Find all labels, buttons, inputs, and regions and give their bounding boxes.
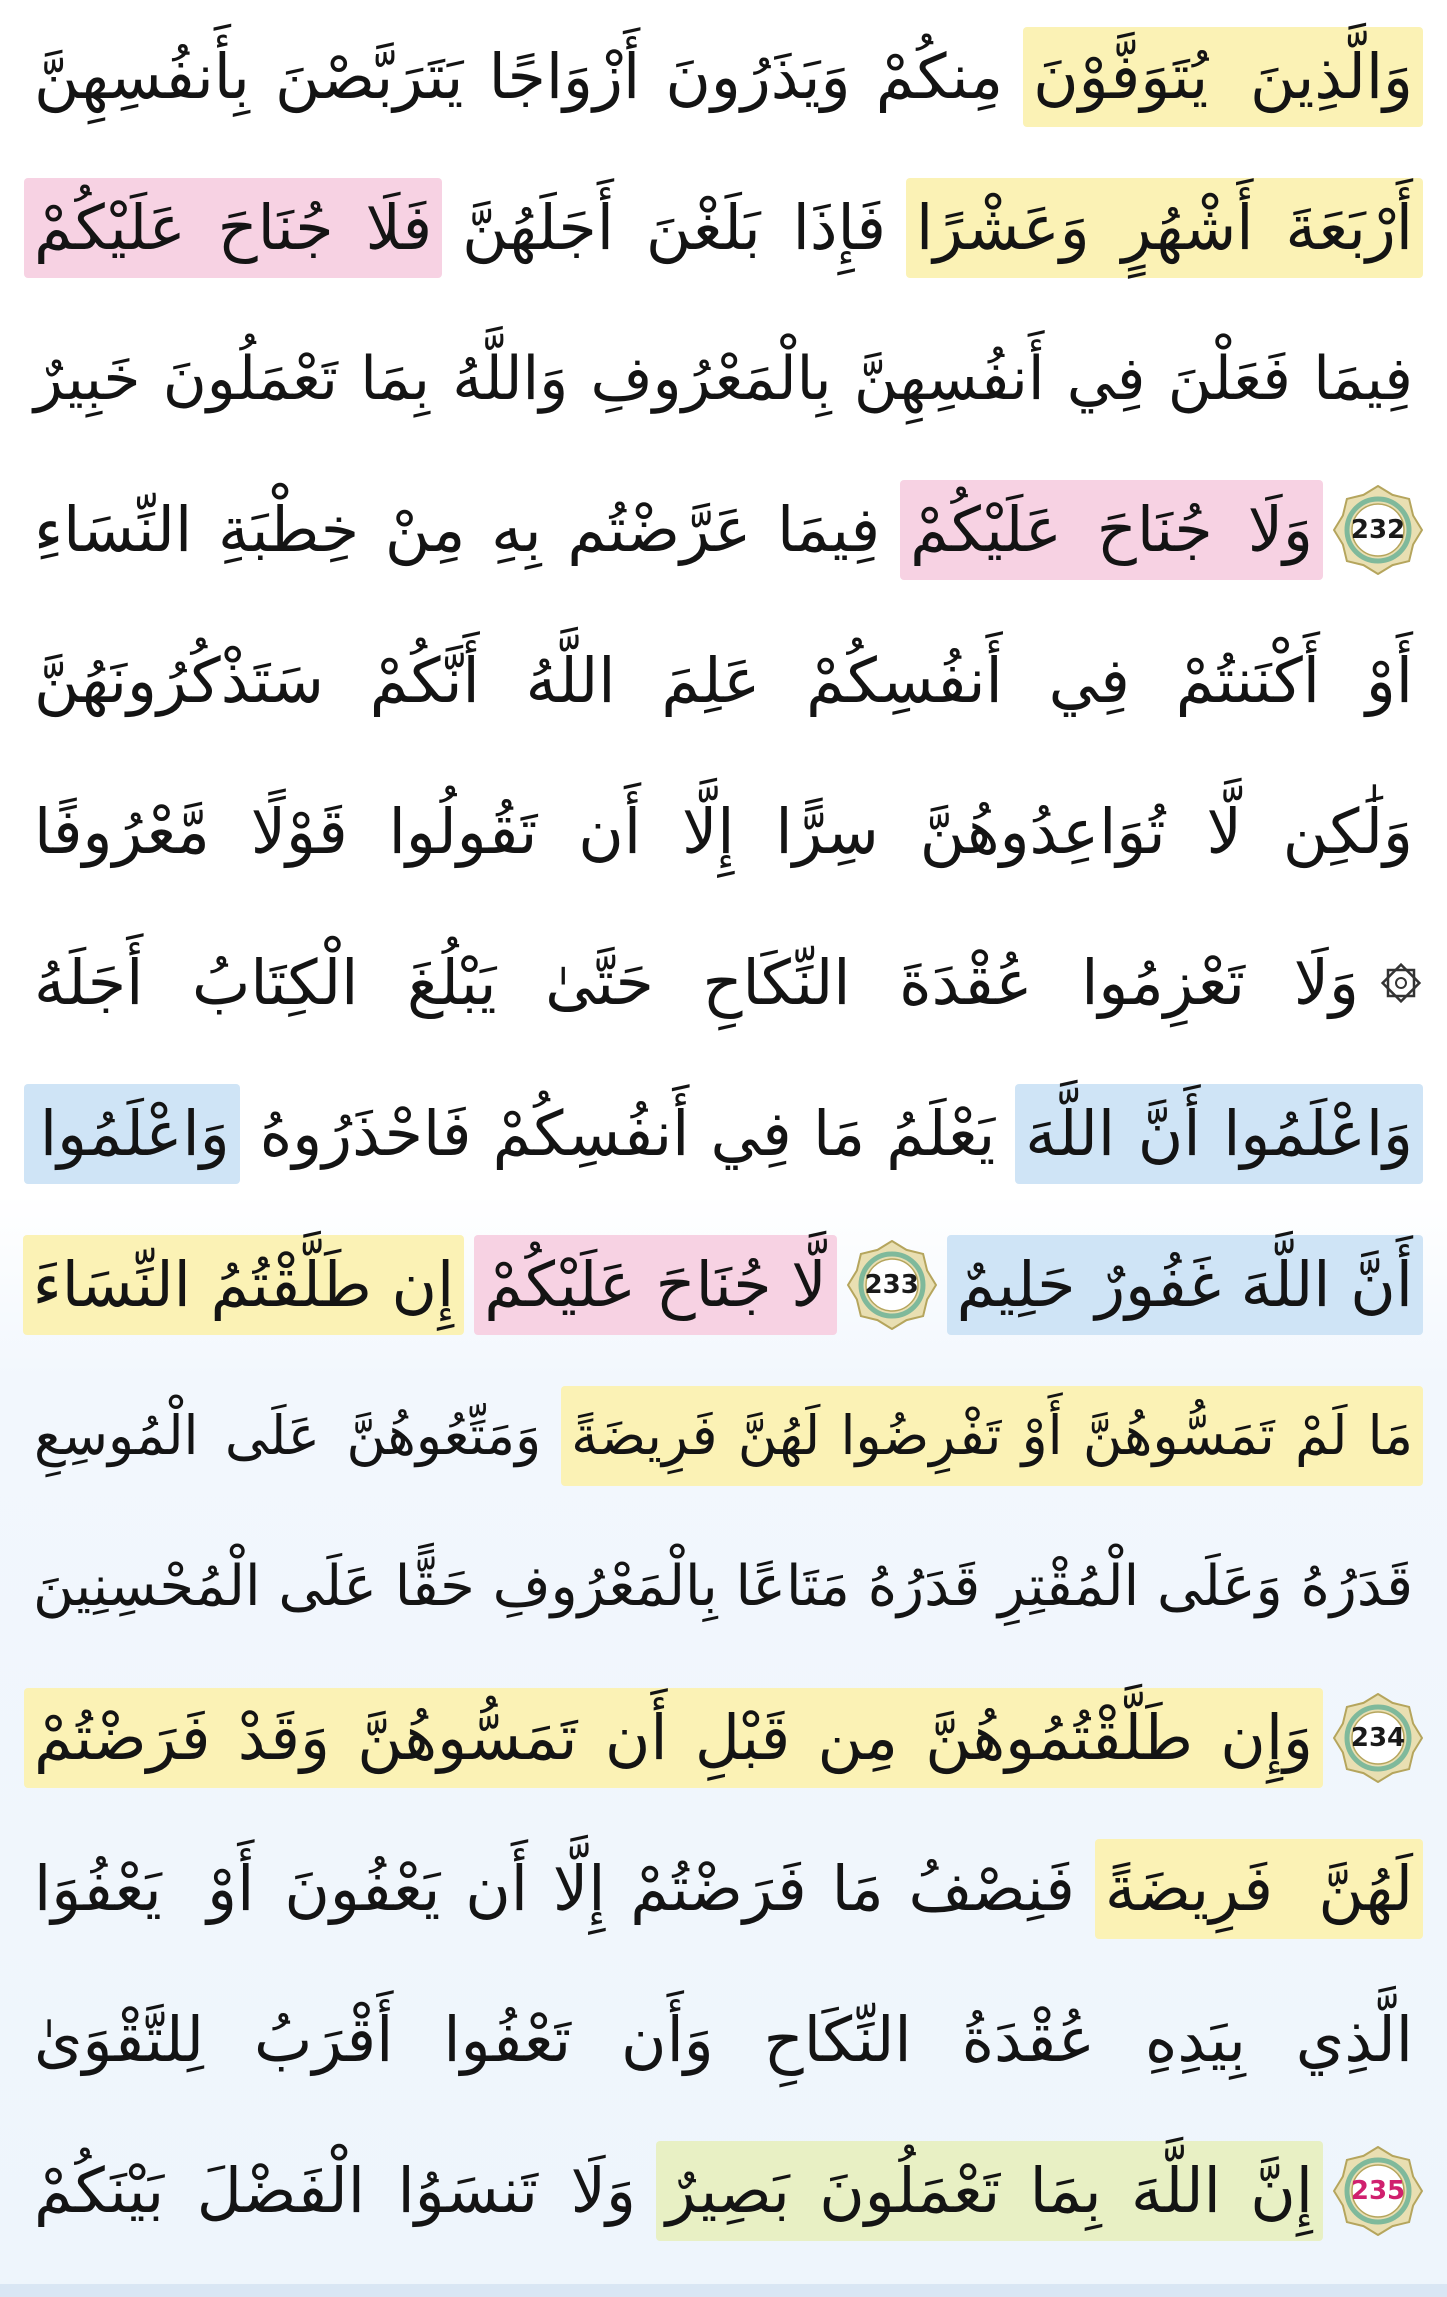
verse-text[interactable]: فَنِصْفُ مَا فَرَضْتُمْ إِلَّا أَن يَعْفُونَ	[284, 1852, 1075, 1925]
ayah-end-marker[interactable]	[1333, 485, 1423, 575]
verse-text[interactable]: فِيمَا عَرَّضْتُم بِهِ مِنْ خِطْبَةِ النِّسَاءِ	[33, 493, 881, 566]
ayah-number: 235	[1350, 2176, 1406, 2206]
highlighted-phrase[interactable]: وَلَا جُنَاحَ عَلَيْكُمْ	[900, 480, 1323, 580]
verse-line	[24, 2126, 1423, 2256]
verse-text[interactable]: أَوْ أَكْنَنتُمْ فِي أَنفُسِكُمْ عَلِمَ اللَّهُ أَنَّكُمْ سَتَذْكُرُونَهُنَّ	[34, 644, 1413, 717]
verse-text[interactable]: فِيمَا فَعَلْنَ فِي أَنفُسِهِنَّ بِالْمَعْرُوفِ وَاللَّهُ بِمَا تَعْمَلُونَ خَبِيرٌ	[34, 344, 1413, 414]
verse-line	[24, 918, 1423, 1048]
highlighted-phrase[interactable]: إِنَّ اللَّهَ بِمَا تَعْمَلُونَ بَصِيرٌ	[656, 2141, 1323, 2241]
highlighted-phrase[interactable]: فَلَا جُنَاحَ عَلَيْكُمْ	[24, 178, 442, 278]
highlighted-phrase[interactable]: لَّا جُنَاحَ عَلَيْكُمْ	[474, 1235, 836, 1335]
rub-el-hizb-icon-wrap	[1379, 961, 1423, 1005]
verse-line	[24, 1522, 1423, 1652]
highlighted-phrase[interactable]: مَا لَمْ تَمَسُّوهُنَّ أَوْ تَفْرِضُوا لَهُنَّ فَرِيضَةً	[561, 1386, 1423, 1486]
ayah-end-marker[interactable]	[1333, 1693, 1423, 1783]
verse-text[interactable]: مِنكُمْ وَيَذَرُونَ أَزْوَاجًا يَتَرَبَّصْنَ بِأَنفُسِهِنَّ	[34, 40, 1004, 113]
highlighted-phrase[interactable]: أَرْبَعَةَ أَشْهُرٍ وَعَشْرًا	[906, 178, 1423, 278]
verse-text[interactable]: وَلَا تَعْزِمُوا عُقْدَةَ النِّكَاحِ حَتَّىٰ يَبْلُغَ الْكِتَابُ أَجَلَهُ	[34, 946, 1359, 1019]
verse-text[interactable]: قَدَرُهُ وَعَلَى الْمُقْتِرِ قَدَرُهُ مَتَاعًا بِالْمَعْرُوفِ حَقًّا عَلَى الْمُحْسِنِينَ	[33, 1554, 1413, 1619]
verse-line	[24, 767, 1423, 897]
verse-line	[24, 163, 1423, 293]
highlighted-phrase[interactable]: وَاعْلَمُوا أَنَّ اللَّهَ	[1015, 1084, 1423, 1184]
verse-line	[24, 1673, 1423, 1803]
verse-line	[24, 1975, 1423, 2105]
highlighted-phrase[interactable]: وَاعْلَمُوا	[24, 1084, 240, 1184]
verse-text[interactable]: يَعْلَمُ مَا فِي أَنفُسِكُمْ فَاحْذَرُوهُ	[259, 1097, 996, 1170]
verse-text[interactable]: الَّذِي بِيَدِهِ عُقْدَةُ النِّكَاحِ وَأَن تَعْفُوا أَقْرَبُ لِلتَّقْوَىٰ	[34, 2003, 1413, 2076]
highlighted-phrase[interactable]: وَإِن طَلَّقْتُمُوهُنَّ مِن قَبْلِ أَن تَمَسُّوهُنَّ وَقَدْ فَرَضْتُمْ	[24, 1688, 1323, 1788]
verse-text[interactable]: وَلَٰكِن لَّا تُوَاعِدُوهُنَّ سِرًّا إِلَّا أَن تَقُولُوا قَوْلًا مَّعْرُوفًا	[34, 795, 1413, 868]
ayah-end-marker[interactable]	[847, 1240, 937, 1330]
highlighted-phrase[interactable]: إِن طَلَّقْتُمُ النِّسَاءَ	[23, 1235, 465, 1335]
verse-line	[24, 465, 1423, 595]
highlighted-phrase[interactable]: لَهُنَّ فَرِيضَةً	[1095, 1839, 1423, 1939]
verse-line	[24, 616, 1423, 746]
verse-line	[24, 1220, 1423, 1350]
ayah-number: 232	[1350, 515, 1406, 545]
highlighted-phrase[interactable]: وَالَّذِينَ يُتَوَفَّوْنَ	[1023, 27, 1423, 127]
ayah-end-marker[interactable]	[1333, 2146, 1423, 2236]
verse-line	[24, 1824, 1423, 1954]
verse-line	[24, 1069, 1423, 1199]
verse-line	[24, 12, 1423, 142]
ayah-number: 234	[1350, 1723, 1406, 1753]
ayah-number: 233	[864, 1270, 919, 1300]
verse-line	[24, 1371, 1423, 1501]
verse-text[interactable]: فَإِذَا بَلَغْنَ أَجَلَهُنَّ	[462, 191, 886, 264]
verse-line	[24, 314, 1423, 444]
highlighted-phrase[interactable]: أَنَّ اللَّهَ غَفُورٌ حَلِيمٌ	[947, 1235, 1423, 1335]
rub-el-hizb-icon	[1379, 961, 1423, 1005]
verse-text[interactable]: وَلَا تَنسَوُا الْفَضْلَ بَيْنَكُمْ	[33, 2154, 636, 2227]
verse-text[interactable]: أَوْ يَعْفُوَا	[34, 1852, 255, 1925]
verse-text[interactable]: وَمَتِّعُوهُنَّ عَلَى الْمُوسِعِ	[33, 1404, 542, 1467]
